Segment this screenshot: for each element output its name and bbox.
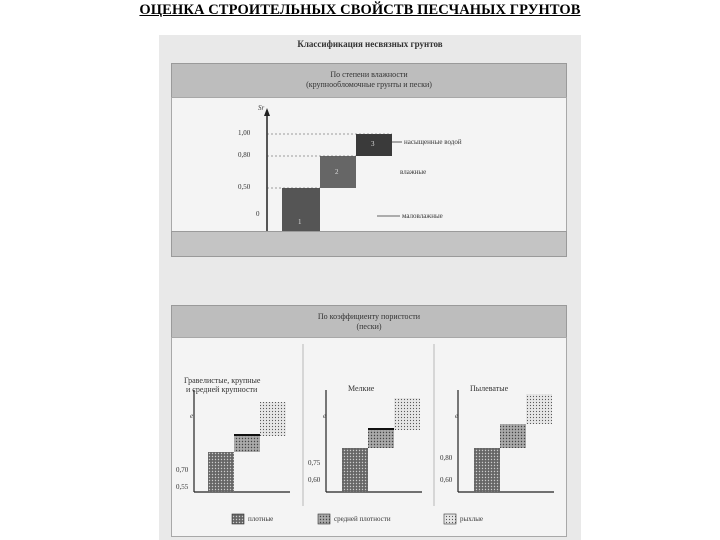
legend-swatch-dense — [232, 514, 244, 524]
col2-tick-high: 0,75 — [308, 459, 321, 467]
legend-low-moisture: маловлажные — [402, 212, 443, 220]
moisture-chart-panel — [171, 97, 567, 233]
col1-tick-low: 0,55 — [176, 483, 189, 491]
moisture-band-line2: (крупнообломочные грунты и пески) — [306, 80, 432, 89]
col2-medium — [368, 430, 394, 448]
col2-axis-symbol: e — [323, 412, 327, 420]
col3-loose — [526, 394, 552, 424]
scanned-figure — [159, 35, 581, 540]
tick-080: 0,80 — [238, 151, 251, 159]
col3-title: Пылеватые — [470, 384, 509, 393]
col2-loose — [394, 398, 420, 430]
legend-swatch-loose — [444, 514, 456, 524]
col2-title: Мелкие — [348, 384, 375, 393]
figure-heading: Классификация несвязных грунтов — [297, 39, 443, 49]
col1-tick-high: 0,70 — [176, 466, 189, 474]
col1-dense — [208, 452, 234, 492]
step-number-1: 1 — [298, 218, 302, 226]
tick-050: 0,50 — [238, 183, 251, 191]
legend-swatch-medium — [318, 514, 330, 524]
col1-axis-symbol: e — [190, 412, 194, 420]
col1-title-line1: Гравелистые, крупные — [184, 376, 261, 385]
col3-tick-low: 0,60 — [440, 476, 453, 484]
porosity-panel — [171, 337, 567, 537]
col2-tick-low: 0,60 — [308, 476, 321, 484]
col3-medium — [500, 424, 526, 448]
col3-dense — [474, 448, 500, 492]
moisture-band-line1: По степени влажности — [330, 70, 408, 79]
tick-100: 1,00 — [238, 129, 251, 137]
legend-loose: рыхлые — [460, 515, 484, 523]
moisture-axis-arrow — [264, 108, 270, 116]
col3-tick-high: 0,80 — [440, 454, 453, 462]
col1-loose — [260, 402, 286, 436]
legend-saturated: насыщенные водой — [404, 138, 462, 146]
col1-medium — [234, 436, 260, 452]
legend-medium: средней плотности — [334, 515, 391, 523]
porosity-band-line1: По коэффициенту пористости — [317, 312, 421, 321]
porosity-charts — [172, 338, 566, 536]
tick-0: 0 — [256, 210, 260, 218]
legend-dense: плотные — [248, 515, 274, 523]
page-title: ОЦЕНКА СТРОИТЕЛЬНЫХ СВОЙСТВ ПЕСЧАНЫХ ГРУНТОВ — [139, 2, 581, 18]
porosity-band — [171, 305, 567, 339]
col3-axis-symbol: e — [455, 412, 459, 420]
moisture-chart — [172, 98, 566, 232]
col1-title-line2: и средней крупности — [186, 385, 258, 394]
col2-dense — [342, 448, 368, 492]
moisture-axis-symbol: Sr — [258, 104, 265, 112]
step-number-2: 2 — [335, 168, 339, 176]
moisture-bottom-band — [171, 231, 567, 257]
porosity-band-line2: (пески) — [356, 322, 382, 331]
step-number-3: 3 — [371, 140, 375, 148]
moisture-band — [171, 63, 567, 99]
legend-moist: влажные — [400, 168, 427, 176]
